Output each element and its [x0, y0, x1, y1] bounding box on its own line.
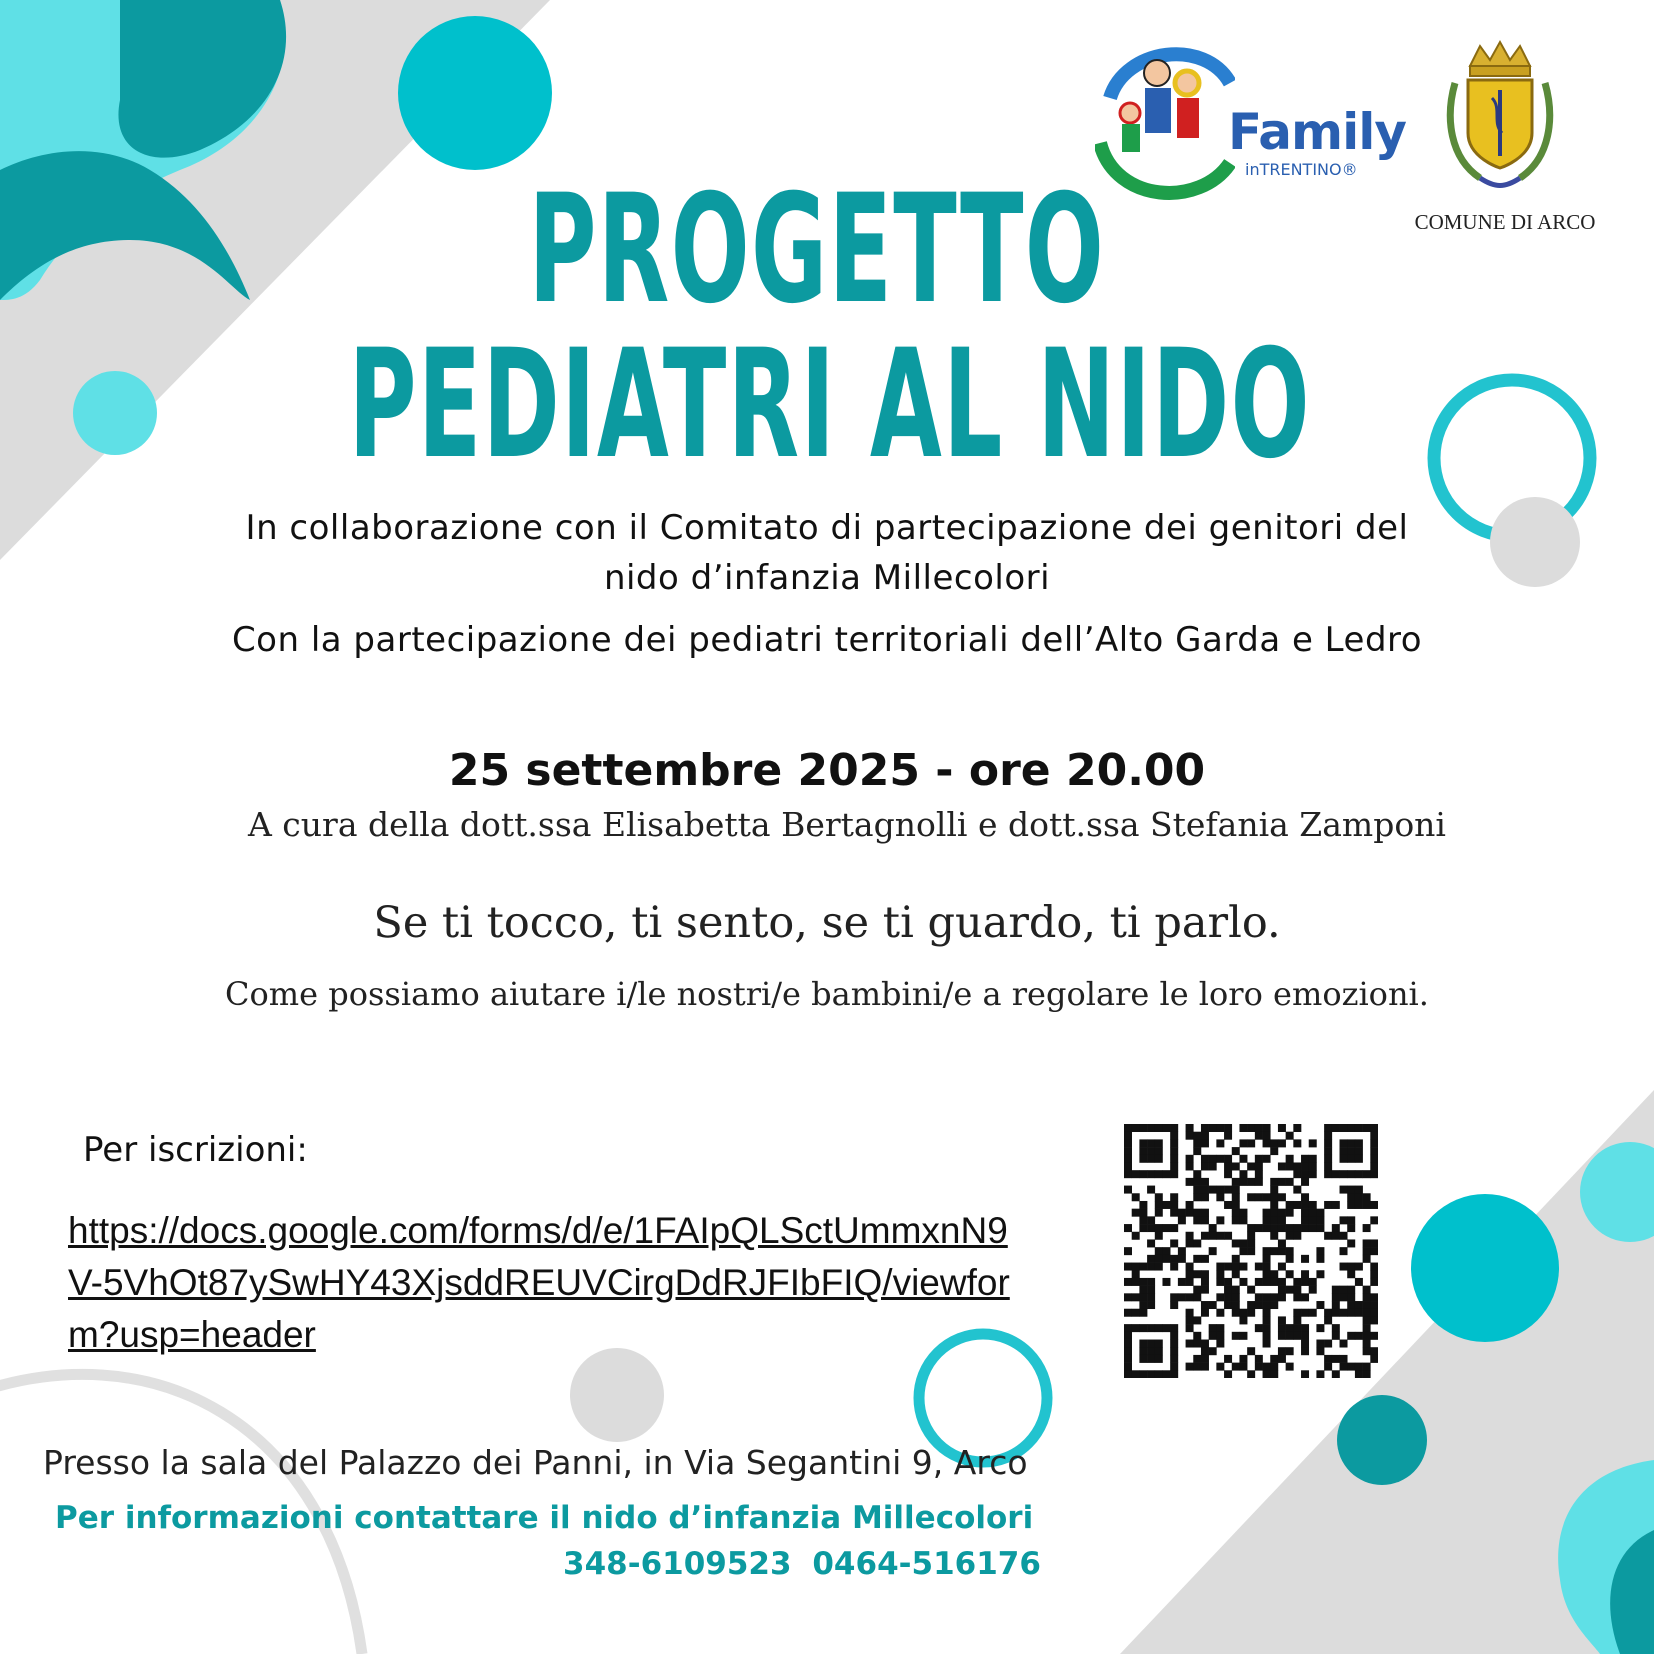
- coat-of-arms-icon: [1440, 38, 1560, 203]
- comune-label: COMUNE DI ARCO: [1414, 210, 1596, 234]
- family-logo-subtitle: inTRENTINO®: [1245, 160, 1358, 179]
- title-line-1: PROGETTO: [528, 163, 1106, 337]
- event-datetime: 25 settembre 2025 - ore 20.00: [448, 745, 1206, 796]
- event-topic: Come possiamo aiutare i/le nostri/e bambini/e a regolare le loro emozioni.: [225, 975, 1429, 1013]
- qr-code-icon[interactable]: [1124, 1124, 1378, 1378]
- family-logo-word: Family: [1228, 103, 1406, 161]
- contact-phones: 348-6109523 0464-516176: [563, 1546, 1041, 1582]
- title-line-2: PEDIATRI AL NIDO: [348, 318, 1311, 492]
- collaboration-line-2: nido d’infanzia Millecolori: [603, 558, 1051, 598]
- contact-info: Per informazioni contattare il nido d’infanzia Millecolori: [55, 1500, 1034, 1536]
- event-quote: Se ti tocco, ti sento, se ti guardo, ti parlo.: [373, 898, 1281, 948]
- registration-link[interactable]: https://docs.google.com/forms/d/e/1FAIpQLSctUmmxnN9V-5VhOt87ySwHY43XjsddREUVCirgDdRJFIbFIQ/viewform?usp=header: [68, 1210, 1010, 1355]
- collaboration-line-3: Con la partecipazione dei pediatri territoriali dell’Alto Garda e Ledro: [231, 620, 1423, 660]
- event-curated-by: A cura della dott.ssa Elisabetta Bertagnolli e dott.ssa Stefania Zamponi: [247, 805, 1446, 844]
- venue-address: Presso la sala del Palazzo dei Panni, in Via Segantini 9, Arco: [43, 1443, 1028, 1482]
- collaboration-line-1: In collaborazione con il Comitato di partecipazione dei genitori del: [245, 508, 1409, 548]
- registration-label: Per iscrizioni:: [83, 1130, 308, 1170]
